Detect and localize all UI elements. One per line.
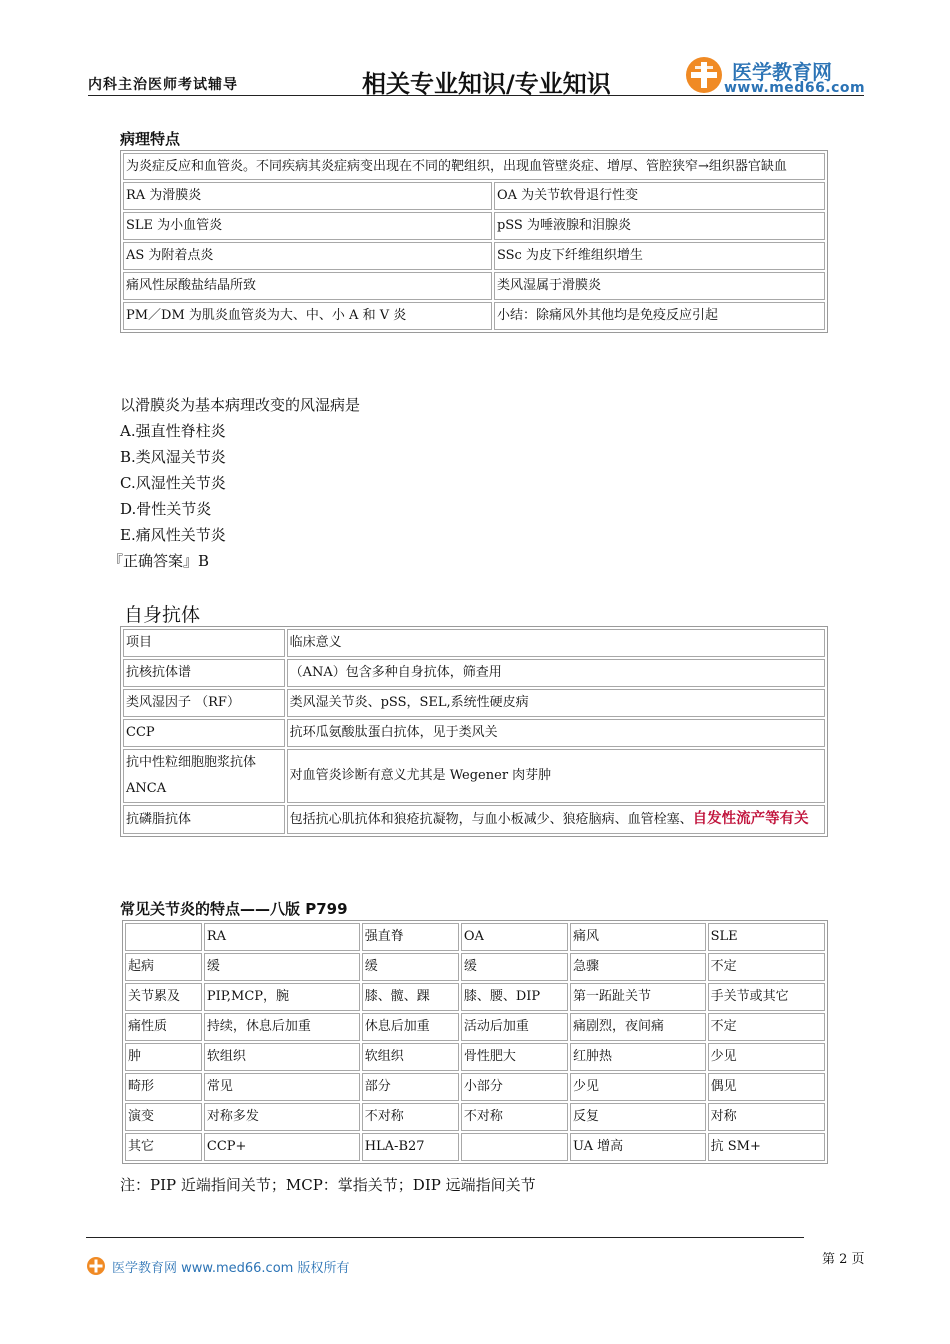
- table-cell: 骨性肥大: [461, 1043, 568, 1071]
- footer-copyright: 医学教育网 www.med66.com 版权所有: [112, 1261, 350, 1276]
- section-arthritis-title: 常见关节炎的特点——八版 P799: [120, 900, 348, 918]
- table-row: [125, 1133, 825, 1161]
- highlight-text: 自发性流产等有关: [692, 810, 809, 827]
- table-cell: 常见: [204, 1073, 360, 1101]
- table-cell: 起病: [125, 953, 202, 981]
- table-row: [123, 805, 825, 834]
- option-a: A.强直性脊柱炎: [120, 422, 226, 440]
- table-cell: 少见: [708, 1043, 825, 1071]
- table-cell: 缓: [204, 953, 360, 981]
- option-b: B.类风湿关节炎: [120, 448, 226, 466]
- footer-logo-icon: [86, 1256, 106, 1276]
- table-cell: 缓: [461, 953, 568, 981]
- table-row: [123, 659, 825, 687]
- page-number: 第 2 页: [822, 1252, 865, 1267]
- table-cell: PM／DM 为肌炎血管炎为大、中、小 A 和 V 炎: [123, 302, 492, 330]
- table-cell: 软组织: [362, 1043, 459, 1071]
- antiphospholipid-text: 包括抗心肌抗体和狼疮抗凝物，与血小板减少、狼疮脑病、血管栓塞、: [289, 812, 693, 827]
- logo-name: 医学教育网: [732, 60, 832, 84]
- header-divider: [88, 95, 864, 96]
- table-cell: 类风湿因子 （RF）: [123, 689, 285, 717]
- site-logo[interactable]: [684, 54, 866, 96]
- table-cell: 痛剧烈，夜间痛: [570, 1013, 706, 1041]
- table-row: [123, 153, 825, 180]
- table-cell: 软组织: [204, 1043, 360, 1071]
- table-cell: 类风湿属于滑膜炎: [494, 272, 825, 300]
- table-row: [123, 212, 825, 240]
- table-cell: CCP: [123, 719, 285, 747]
- table-header-row: [125, 923, 825, 951]
- table-header-cell: SLE: [708, 923, 825, 951]
- table-cell: 活动后加重: [461, 1013, 568, 1041]
- table-cell: 对称多发: [204, 1103, 360, 1131]
- table-cell: 不定: [708, 953, 825, 981]
- pathology-table: [120, 150, 828, 333]
- table-cell: 缓: [362, 953, 459, 981]
- table-cell: pSS 为唾液腺和泪腺炎: [494, 212, 825, 240]
- table-cell: 部分: [362, 1073, 459, 1101]
- table-cell: SSc 为皮下纤维组织增生: [494, 242, 825, 270]
- table-cell: 肿: [125, 1043, 202, 1071]
- table-row: [123, 629, 825, 657]
- table-row: [123, 302, 825, 330]
- table-row: [123, 689, 825, 717]
- table-cell: CCP+: [204, 1133, 360, 1161]
- table-row: [123, 272, 825, 300]
- table-cell: 不定: [708, 1013, 825, 1041]
- table-cell: 关节累及: [125, 983, 202, 1011]
- table-cell: 抗 SM+: [708, 1133, 825, 1161]
- table-cell: PIP,MCP，腕: [204, 983, 360, 1011]
- table-cell: 临床意义: [287, 629, 825, 657]
- table-cell: [287, 805, 825, 834]
- table-cell: SLE 为小血管炎: [123, 212, 492, 240]
- option-c: C.风湿性关节炎: [120, 474, 226, 492]
- section-autoantibody-title: 自身抗体: [124, 604, 201, 626]
- table-cell: 偶见: [708, 1073, 825, 1101]
- table-cell: （ANA）包含多种自身抗体，筛查用: [287, 659, 825, 687]
- table-cell: 膝、髋、踝: [362, 983, 459, 1011]
- table-cell: HLA-B27: [362, 1133, 459, 1161]
- question-stem: 以滑膜炎为基本病理改变的风湿病是: [120, 396, 361, 414]
- table-row: [125, 1103, 825, 1131]
- table-header-cell: 痛风: [570, 923, 706, 951]
- header-title: 相关专业知识/专业知识: [362, 70, 611, 98]
- table-cell: 持续，休息后加重: [204, 1013, 360, 1041]
- option-d: D.骨性关节炎: [120, 500, 212, 518]
- table-cell: 类风湿关节炎、pSS，SEL,系统性硬皮病: [287, 689, 825, 717]
- table-row: [123, 242, 825, 270]
- table-cell: 抗核抗体谱: [123, 659, 285, 687]
- table-cell: 手关节或其它: [708, 983, 825, 1011]
- table-cell: 小部分: [461, 1073, 568, 1101]
- table-cell: 抗环瓜氨酸肽蛋白抗体，见于类风关: [287, 719, 825, 747]
- table-row: [125, 953, 825, 981]
- pathology-intro: 为炎症反应和血管炎。不同疾病其炎症病变出现在不同的靶组织，出现血管壁炎症、增厚、管腔狭窄→组织器官缺血: [123, 153, 825, 180]
- logo-emblem-icon: [684, 55, 724, 95]
- table-cell: 抗中性粒细胞胞浆抗体ANCA: [123, 749, 285, 803]
- arthritis-table: [122, 920, 828, 1164]
- table-cell: 其它: [125, 1133, 202, 1161]
- header-course-name: 内科主治医师考试辅导: [88, 77, 238, 93]
- table-cell: RA 为滑膜炎: [123, 182, 492, 210]
- table-cell: 对称: [708, 1103, 825, 1131]
- table-row: [125, 1013, 825, 1041]
- table-row: [125, 983, 825, 1011]
- table-row: [123, 182, 825, 210]
- table-header-cell: [125, 923, 202, 951]
- section-pathology-title: 病理特点: [120, 130, 181, 148]
- table-header-cell: 强直脊: [362, 923, 459, 951]
- table-cell: 红肿热: [570, 1043, 706, 1071]
- table-cell: 少见: [570, 1073, 706, 1101]
- table-cell: 不对称: [461, 1103, 568, 1131]
- table-cell: 对血管炎诊断有意义尤其是 Wegener 肉芽肿: [287, 749, 825, 803]
- table-cell: 痛风性尿酸盐结晶所致: [123, 272, 492, 300]
- table-cell: 小结：除痛风外其他均是免疫反应引起: [494, 302, 825, 330]
- table-cell: 项目: [123, 629, 285, 657]
- table-cell: 痛性质: [125, 1013, 202, 1041]
- table-cell: 第一跖趾关节: [570, 983, 706, 1011]
- logo-url: www.med66.com: [724, 80, 866, 96]
- abbreviation-note: 注：PIP 近端指间关节；MCP：掌指关节；DIP 远端指间关节: [120, 1176, 536, 1194]
- table-cell: 膝、腰、DIP: [461, 983, 568, 1011]
- table-row: [125, 1043, 825, 1071]
- table-cell: UA 增高: [570, 1133, 706, 1161]
- correct-answer: 『正确答案』B: [108, 552, 210, 570]
- table-cell: AS 为附着点炎: [123, 242, 492, 270]
- table-cell: [461, 1133, 568, 1161]
- footer-divider: [86, 1237, 804, 1238]
- table-cell: 抗磷脂抗体: [123, 805, 285, 834]
- table-header-cell: RA: [204, 923, 360, 951]
- table-cell: OA 为关节软骨退行性变: [494, 182, 825, 210]
- table-row: [123, 749, 825, 803]
- autoantibody-table: [120, 626, 828, 837]
- table-row: [125, 1073, 825, 1101]
- table-row: [123, 719, 825, 747]
- table-cell: 畸形: [125, 1073, 202, 1101]
- table-cell: 演变: [125, 1103, 202, 1131]
- table-cell: 反复: [570, 1103, 706, 1131]
- table-cell: 急骤: [570, 953, 706, 981]
- table-header-cell: OA: [461, 923, 568, 951]
- table-cell: 不对称: [362, 1103, 459, 1131]
- option-e: E.痛风性关节炎: [120, 526, 226, 544]
- table-cell: 休息后加重: [362, 1013, 459, 1041]
